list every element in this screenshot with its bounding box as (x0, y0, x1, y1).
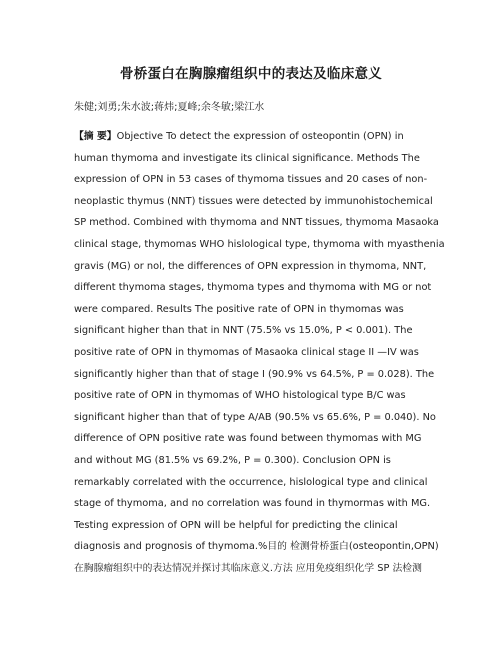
abstract-line: positive rate of OPN in thymomas of Masaoka clinical stage II —IV was (74, 346, 419, 358)
abstract-line: were compared. Results The positive rate of OPN in thymomas was (74, 303, 404, 315)
author-list: 朱健;刘勇;朱水波;蒋炜;夏峰;余冬敏;梁江水 (74, 102, 265, 113)
abstract-line: human thymoma and investigate its clinical significance. Methods The (74, 152, 420, 164)
abstract-line: neoplastic thymus (NNT) tissues were detected by immunohistochemical (74, 195, 433, 207)
abstract-line-text: Objective To detect the expression of osteopontin (OPN) in (116, 131, 404, 142)
abstract-line: remarkably correlated with the occurrence, hislological type and clinical (74, 476, 428, 488)
abstract-line: positive rate of OPN in thymomas of WHO histological type B/C was (74, 390, 406, 402)
abstract-block (74, 126, 445, 579)
abstract-line: significant higher than that in NNT (75.5% vs 15.0%, P < 0.001). The (74, 325, 413, 337)
abstract-line: significantly higher than that of stage I (90.9% vs 64.5%, P = 0.028). The (74, 368, 435, 380)
abstract-line: diagnosis and prognosis of thymoma.%目的 检测骨桥蛋白(osteopontin,OPN) (74, 541, 439, 553)
abstract-line: different thymoma stages, thymoma types and thymoma with MG or not (74, 282, 432, 294)
abstract-line: difference of OPN positive rate was found between thymomas with MG (74, 433, 422, 445)
abstract-line: significant higher than that of type A/AB (90.5% vs 65.6%, P = 0.040). No (74, 411, 436, 423)
abstract-line: gravis (MG) or nol, the differences of OPN expression in thymoma, NNT, (74, 260, 427, 272)
abstract-line: 在胸腺瘤组织中的表达情况并探讨其临床意义.方法 应用免疫组织化学 SP 法检测 (74, 562, 422, 574)
abstract-line: stage of thymoma, and no correlation was found in thymormas with MG. (74, 498, 431, 510)
abstract-line: expression of OPN in 53 cases of thymoma tissues and 20 cases of non- (74, 174, 428, 186)
document-title: 骨桥蛋白在胸腺瘤组织中的表达及临床意义 (119, 66, 383, 82)
abstract-line: SP method. Combined with thymoma and NNT tissues, thymoma Masaoka (74, 217, 439, 229)
abstract-line: Testing expression of OPN will be helpful for predicting the clinical (74, 519, 398, 531)
abstract-line: clinical stage, thymomas WHO hislological type, thymoma with myasthenia (74, 238, 445, 250)
abstract-label: 【摘 要】 (74, 131, 117, 142)
abstract-line: and without MG (81.5% vs 69.2%, P = 0.300). Conclusion OPN is (74, 454, 391, 466)
abstract-line (74, 126, 434, 148)
